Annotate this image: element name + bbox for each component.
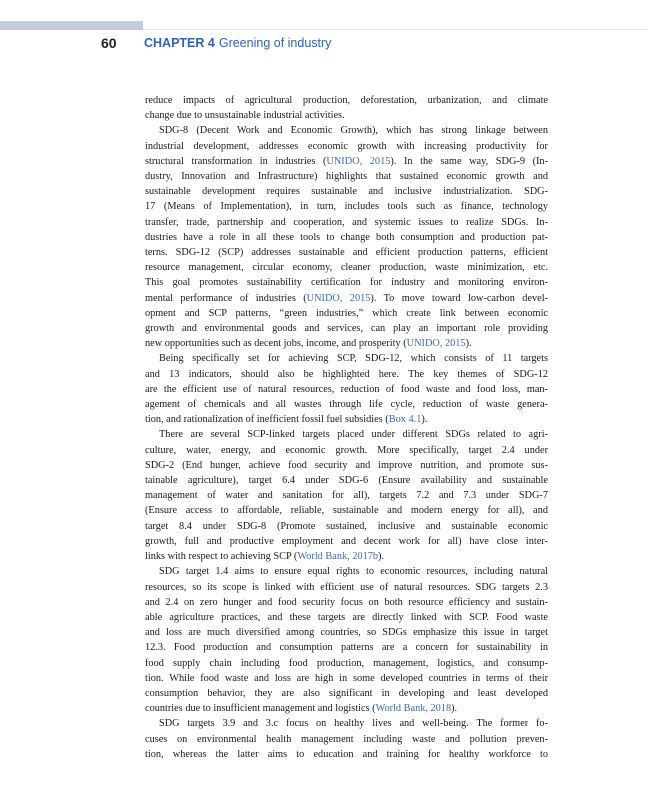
paragraph (145, 123, 548, 351)
text-line: are the efficient use of natural resources, reduction of food waste and food loss, man- (145, 383, 548, 395)
text-segment: tion, and rationalization of inefficient fossil fuel subsidies ( (145, 414, 389, 426)
text-segment: countries due to insufficient management and logistics ( (145, 703, 376, 715)
text-segment: ). In the same way, SDG-9 (In- (390, 155, 549, 167)
text-segment: mental performance of industries ( (145, 292, 307, 304)
chapter-label: CHAPTER 4 (144, 36, 215, 50)
text-line: dustry, Innovation and Infrastructure) highlights that sustained economic growth and (145, 171, 548, 183)
page-number: 60 (101, 35, 117, 51)
text-segment: ). (451, 703, 458, 715)
text-line: dustries have a role in all these tools to change both consumption and production pat- (145, 231, 548, 243)
header-rule (143, 29, 648, 30)
text-line: opment and SCP patterns, “green industries,” which create link between economic (145, 307, 548, 319)
text-line: SDG targets 3.9 and 3.c focus on healthy lives and well-being. The former fo- (159, 718, 548, 730)
text-line: tion. While food waste and loss are high in some developed countries in terms of their (145, 672, 548, 684)
text-line (145, 549, 548, 564)
citation-link[interactable]: World Bank, 2017b (297, 551, 379, 563)
text-line (145, 701, 548, 716)
paragraph (145, 93, 548, 123)
text-segment: links with respect to achieving SCP ( (145, 551, 298, 563)
header-accent-band (0, 21, 143, 30)
text-segment: ). (421, 414, 428, 426)
text-line: target 8.4 under SDG-8 (Promote sustained, inclusive and sustainable economic (145, 520, 548, 532)
text-line: and loss are much diversified among countries, so SDGs emphasize this issue in target (145, 627, 548, 639)
text-line: 17 (Means of Implementation), in turn, includes tools such as finance, technology (145, 201, 548, 213)
citation-link[interactable]: UNIDO, 2015 (326, 155, 391, 167)
text-line: culture, water, energy, and economic growth. More specifically, target 2.4 under (145, 444, 548, 456)
text-line: growth and environmental goods and services, can play an important role providing (145, 323, 548, 335)
text-line: sustainable development requires sustainable and inclusive industrialization. SDG- (145, 186, 548, 198)
text-segment: new opportunities such as decent jobs, income, and prosperity ( (145, 338, 407, 350)
text-line (145, 154, 548, 169)
paragraph (145, 427, 548, 564)
text-line: Being specifically set for achieving SCP, SDG-12, which consists of 11 targets (159, 353, 548, 365)
text-line: resource management, circular economy, cleaner production, waste minimization, etc. (145, 262, 548, 274)
text-line: and 13 indicators, should also be highlighted here. The key themes of SDG-12 (145, 368, 548, 380)
text-line: consumption behavior, they are also significant in developing and least developed (145, 687, 548, 699)
citation-link[interactable]: UNIDO, 2015 (406, 338, 466, 350)
text-line: industrial development, addresses economic growth with increasing productivity for (145, 140, 548, 152)
body-text (145, 93, 548, 762)
text-line: agement of chemicals and all wastes through life cycle, reduction of waste genera- (145, 399, 548, 411)
citation-link[interactable]: Box 4.1 (388, 414, 422, 426)
text-line (145, 291, 548, 306)
text-segment: ). To move toward low-carbon devel- (370, 292, 548, 304)
text-line: SDG target 1.4 aims to ensure equal rights to economic resources, including natural (159, 566, 548, 578)
chapter-heading (144, 36, 331, 50)
citation-link[interactable]: UNIDO, 2015 (306, 292, 371, 304)
text-line: 12.3. Food production and consumption patterns are a concern for sustainability in (145, 642, 548, 654)
text-line: reduce impacts of agricultural production, deforestation, urbanization, and climate (145, 95, 548, 106)
paragraph (145, 716, 548, 762)
text-segment: ). (465, 338, 472, 350)
text-line: management of water and sanitation for all), targets 7.2 and 7.3 under SDG-7 (145, 490, 548, 502)
text-segment: ). (378, 551, 385, 563)
paragraph (145, 351, 548, 427)
text-line: growth, full and productive employment and decent work for all) have close inter- (145, 535, 548, 547)
text-line: SDG-2 (End hunger, achieve food security and improve nutrition, and promote sus- (145, 459, 548, 471)
text-line: SDG-8 (Decent Work and Economic Growth), which has strong linkage between (159, 125, 548, 137)
text-line: food supply chain including food production, management, logistics, and consump- (145, 657, 548, 669)
paragraph (145, 564, 548, 716)
text-line: change due to unsustainable industrial activities. (145, 110, 345, 122)
text-line: This goal promotes sustainability certification for industry and monitoring environ- (145, 277, 548, 289)
text-line (145, 412, 548, 427)
text-line: terns. SDG-12 (SCP) addresses sustainable and efficient production patterns, efficient (145, 247, 548, 259)
text-line: able agriculture practices, and these targets are directly linked with SCP. Food waste (145, 611, 548, 623)
text-line: There are several SCP-linked targets placed under different SDGs related to agri- (159, 429, 548, 441)
citation-link[interactable]: World Bank, 2018 (375, 703, 452, 715)
text-segment: structural transformation in industries ( (145, 155, 327, 167)
text-line (145, 336, 548, 351)
chapter-title: Greening of industry (218, 36, 332, 50)
text-line: cuses on environmental health management including waste and pollution preven- (145, 733, 548, 745)
text-line: (Ensure access to affordable, reliable, sustainable and modern energy for all), and (145, 505, 548, 517)
text-line: tainable agriculture), target 6.4 under SDG-6 (Ensure availability and sustainable (145, 475, 548, 487)
text-line: and 2.4 on zero hunger and food security focus on both resource efficiency and sustain- (145, 596, 548, 608)
text-line: transfer, trade, partnership and cooperation, and systemic issues to realize SDGs. In- (145, 216, 548, 228)
text-line: tion, whereas the latter aims to education and training for healthy workforce to (145, 748, 548, 760)
text-line: resources, so its scope is linked with efficient use of natural resources. SDG targets 2.3 (145, 581, 548, 593)
